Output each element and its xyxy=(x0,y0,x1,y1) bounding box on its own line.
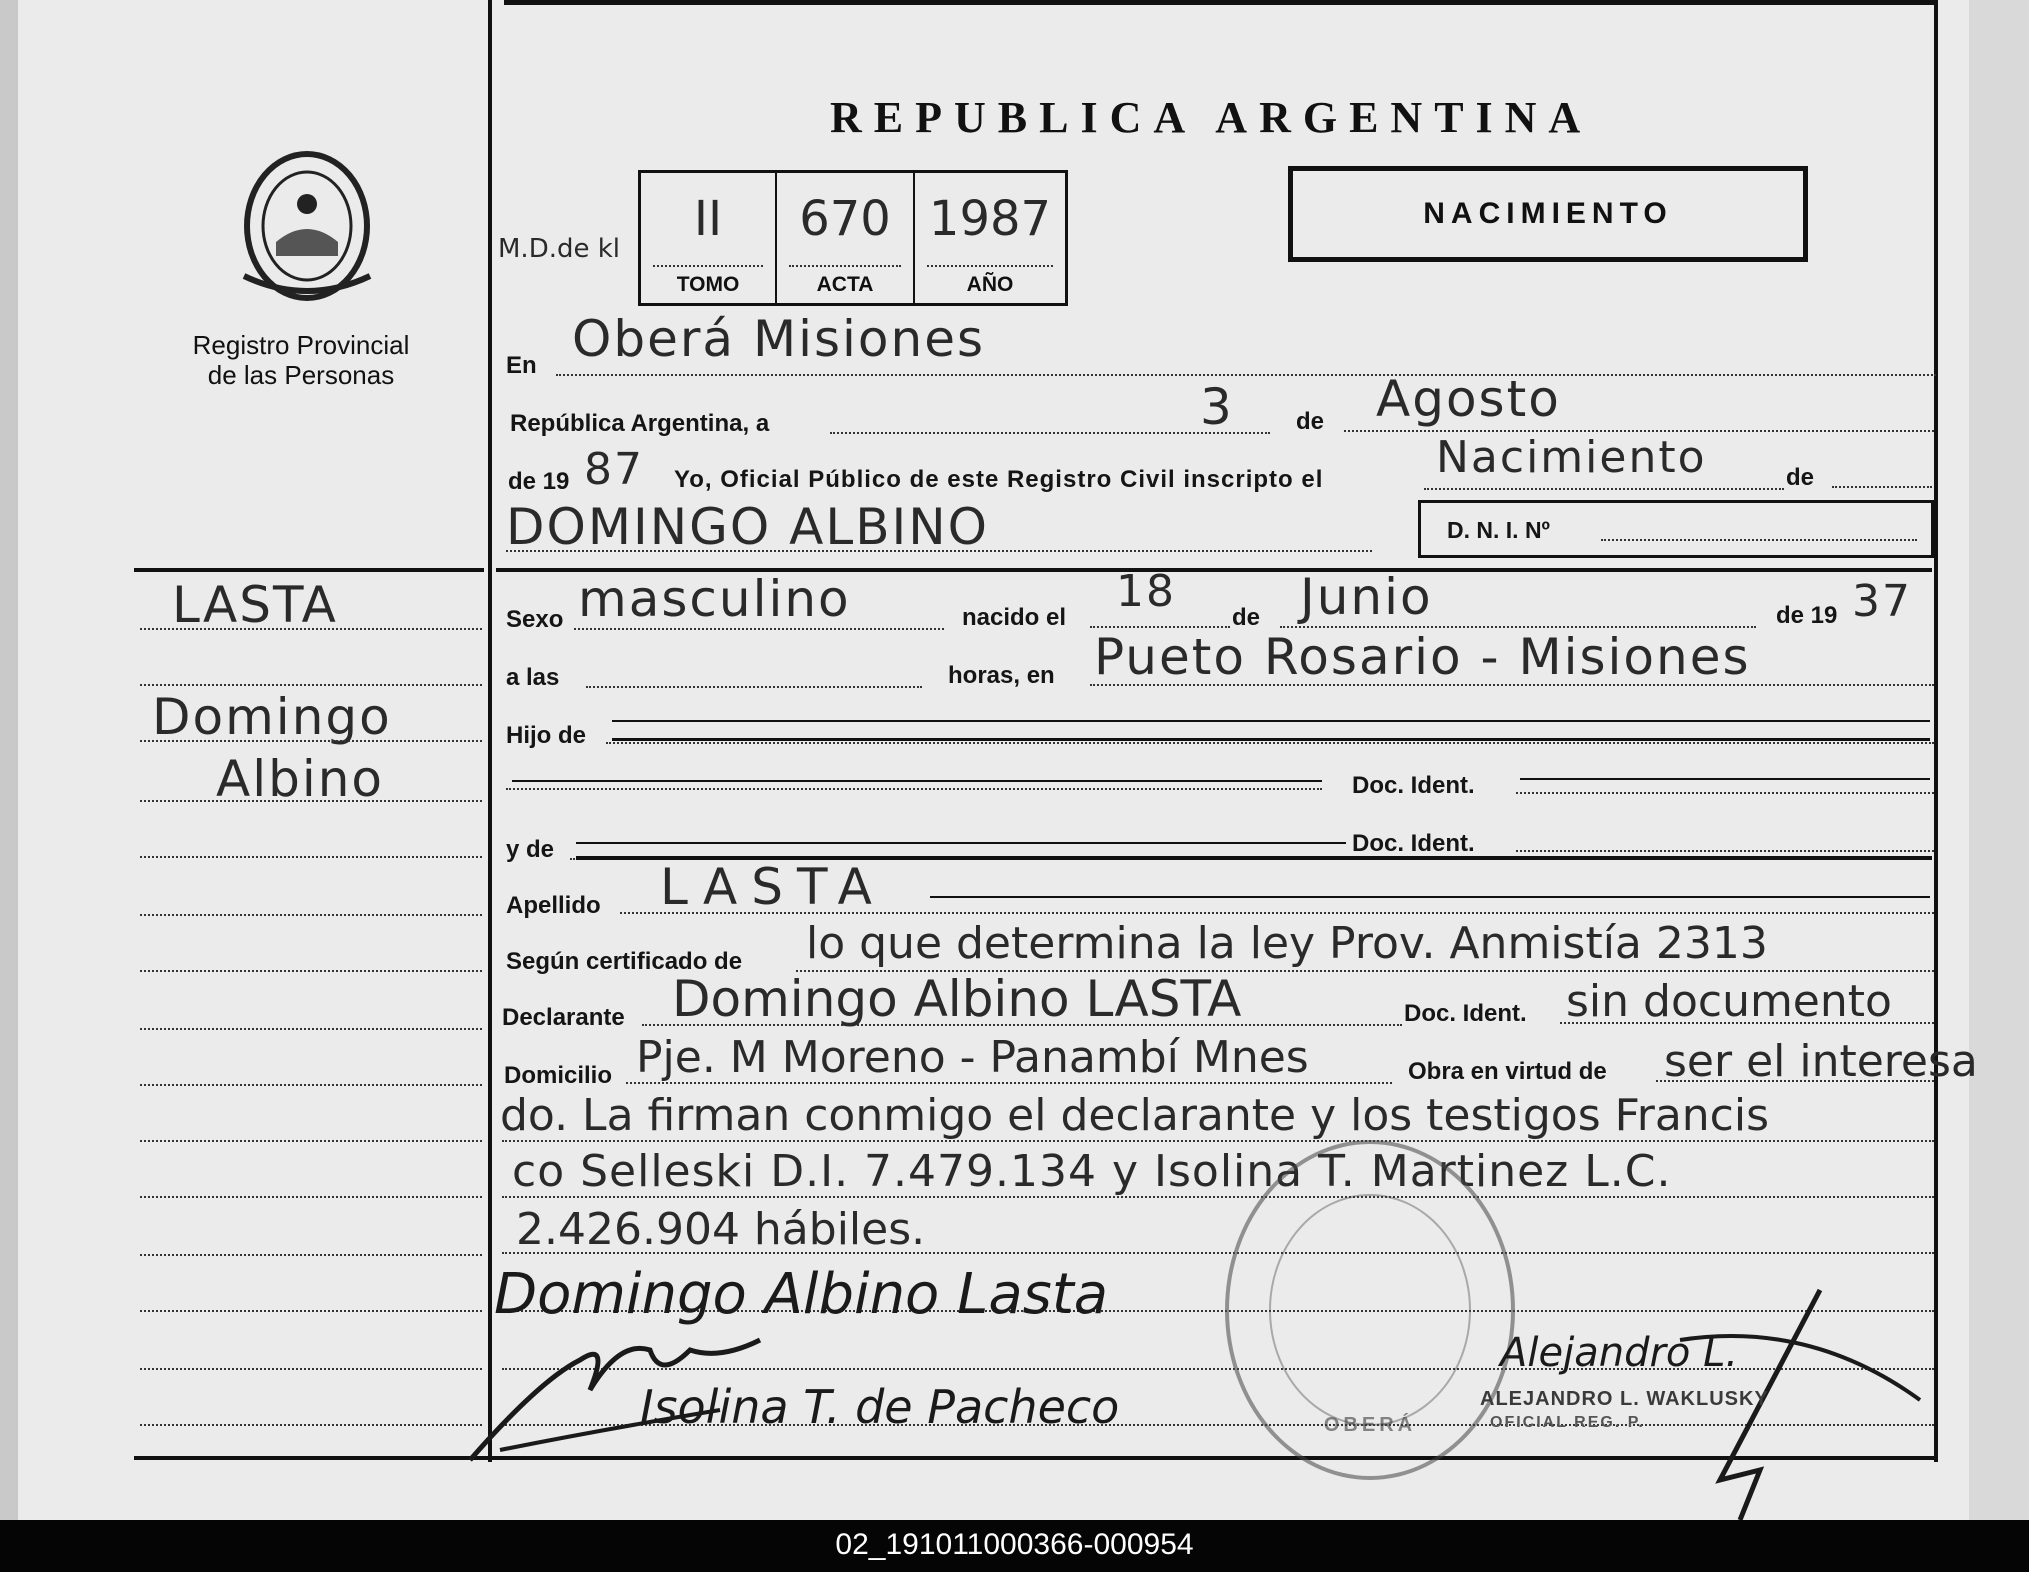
registry-name xyxy=(156,330,446,390)
registry-line-1: Registro Provincial xyxy=(192,330,410,360)
sidebar-given-name-2: Albino xyxy=(216,750,385,808)
domicilio-value: Pje. M Moreno - Panambí Mnes xyxy=(636,1032,1309,1083)
sidebar-rule xyxy=(140,1028,482,1030)
binding-edge xyxy=(0,0,18,1520)
segun-value: lo que determina la ley Prov. Anmistía 2313 xyxy=(806,918,1768,969)
declarante-value: Domingo Albino LASTA xyxy=(672,970,1242,1028)
signature-official: Alejandro L. xyxy=(1500,1330,1739,1376)
birth-day-value: 18 xyxy=(1116,566,1176,617)
rule xyxy=(556,374,1936,376)
act-type-box xyxy=(1288,166,1808,262)
sidebar-rule xyxy=(140,684,482,686)
tomo-cell xyxy=(641,173,777,303)
text-line-3: 2.426.904 hábiles. xyxy=(516,1204,926,1255)
margin-mark: M.D.de kl xyxy=(498,234,621,264)
signature-declarante: Domingo Albino Lasta xyxy=(494,1262,1109,1327)
rule xyxy=(1832,486,1932,488)
rule xyxy=(606,742,1934,744)
text-line-1: do. La firman conmigo el declarante y los testigos Francis xyxy=(500,1090,1770,1141)
sidebar-rule xyxy=(140,740,482,742)
month-value: Agosto xyxy=(1376,370,1561,428)
tomo-label: TOMO xyxy=(676,273,740,296)
rule xyxy=(1516,792,1934,794)
rule xyxy=(586,686,922,688)
republica-label: República Argentina, a xyxy=(510,410,770,437)
strike-line xyxy=(930,896,1930,898)
sidebar-rule xyxy=(140,628,482,630)
obra-label: Obra en virtud de xyxy=(1408,1058,1607,1085)
horas-label: horas, en xyxy=(948,662,1055,689)
strike-line xyxy=(576,842,1346,844)
sidebar-rule xyxy=(140,1254,482,1256)
doc-ident-label: Doc. Ident. xyxy=(1352,830,1475,857)
sidebar-rule xyxy=(140,1310,482,1312)
sidebar-surname: LASTA xyxy=(172,576,338,634)
rule xyxy=(574,628,944,630)
official-seal xyxy=(1225,1140,1515,1480)
yde-label: y de xyxy=(506,836,555,863)
act-written-value: Nacimiento xyxy=(1436,432,1707,483)
column-divider xyxy=(488,0,492,1462)
act-type-label: NACIMIENTO xyxy=(1423,197,1673,230)
domicilio-label: Domicilio xyxy=(504,1062,613,1089)
page-edge xyxy=(1969,0,2029,1520)
sexo-label: Sexo xyxy=(506,606,564,633)
signature-witness: Isolina T. de Pacheco xyxy=(640,1380,1120,1434)
year-prefix-label: de 19 xyxy=(508,468,570,495)
sexo-value: masculino xyxy=(578,570,851,628)
registry-line-2: de las Personas xyxy=(207,360,395,390)
year-suffix-value: 87 xyxy=(584,444,644,495)
birth-year-prefix-label: de 19 xyxy=(1776,602,1838,629)
declarante-doc-value: sin documento xyxy=(1566,976,1892,1027)
rule xyxy=(506,788,1322,790)
rule xyxy=(1424,488,1784,490)
top-border xyxy=(504,0,1934,5)
acta-cell xyxy=(777,173,915,303)
apellido-value: LASTA xyxy=(660,858,886,916)
dni-label: D. N. I. Nº xyxy=(1447,517,1550,543)
alas-label: a las xyxy=(506,664,560,691)
ano-label: AÑO xyxy=(966,273,1014,296)
sidebar-rule xyxy=(140,914,482,916)
acta-value: 670 xyxy=(799,191,891,247)
misiones-coat-of-arms-logo xyxy=(236,146,378,306)
place-value: Oberá Misiones xyxy=(572,310,986,368)
doc-ident-label: Doc. Ident. xyxy=(1404,1000,1527,1027)
full-name-value: DOMINGO ALBINO xyxy=(506,498,990,556)
sidebar-rule xyxy=(140,1084,482,1086)
text-line-2: co Selleski D.I. 7.479.134 y Isolina T. Martinez L.C. xyxy=(512,1146,1672,1197)
sidebar-given-name-1: Domingo xyxy=(152,688,392,746)
sidebar-divider xyxy=(134,568,484,572)
declarante-label: Declarante xyxy=(502,1004,625,1031)
rule xyxy=(1516,850,1934,852)
registro-text: Yo, Oficial Público de este Registro Civil inscripto el xyxy=(674,466,1324,493)
strike-line xyxy=(512,780,1322,782)
acta-label: ACTA xyxy=(816,273,874,296)
strike-line xyxy=(612,720,1930,722)
sidebar-rule xyxy=(140,800,482,802)
strike-line xyxy=(1520,778,1930,780)
sidebar-rule xyxy=(140,1424,482,1426)
dni-rule xyxy=(1601,539,1917,541)
de-label: de xyxy=(1232,604,1261,631)
record-number-box xyxy=(638,170,1068,306)
right-border xyxy=(1934,0,1938,1462)
segun-label: Según certificado de xyxy=(506,948,743,975)
ano-cell xyxy=(915,173,1065,303)
birth-place-value: Pueto Rosario - Misiones xyxy=(1094,628,1751,686)
sidebar-rule xyxy=(140,1140,482,1142)
strike-line xyxy=(612,738,1930,741)
dni-box xyxy=(1418,500,1934,558)
official-title-stamp: OFICIAL REG. P. xyxy=(1490,1414,1645,1431)
birth-month-value: Junio xyxy=(1300,568,1433,626)
doc-ident-label: Doc. Ident. xyxy=(1352,772,1475,799)
de-label: de xyxy=(1786,464,1815,491)
obra-value: ser el interesa xyxy=(1664,1036,1978,1087)
tomo-value: II xyxy=(693,191,723,247)
seal-text: OBERÁ xyxy=(1323,1414,1417,1436)
birth-year-suffix-value: 37 xyxy=(1852,576,1912,627)
day-value: 3 xyxy=(1200,378,1234,436)
image-caption: 02_191011000366-000954 xyxy=(835,1528,1194,1561)
sidebar-rule xyxy=(140,970,482,972)
nacido-label: nacido el xyxy=(962,604,1067,631)
hijo-label: Hijo de xyxy=(506,722,587,749)
page-title: REPUBLICA ARGENTINA xyxy=(830,93,1593,142)
apellido-label: Apellido xyxy=(506,892,601,919)
sidebar-rule xyxy=(140,856,482,858)
sidebar-rule xyxy=(140,1196,482,1198)
official-name-stamp: ALEJANDRO L. WAKLUSKY xyxy=(1480,1388,1769,1410)
en-label: En xyxy=(506,352,537,379)
de-label: de xyxy=(1296,408,1325,435)
sidebar-rule xyxy=(140,1368,482,1370)
ano-value: 1987 xyxy=(928,191,1052,247)
